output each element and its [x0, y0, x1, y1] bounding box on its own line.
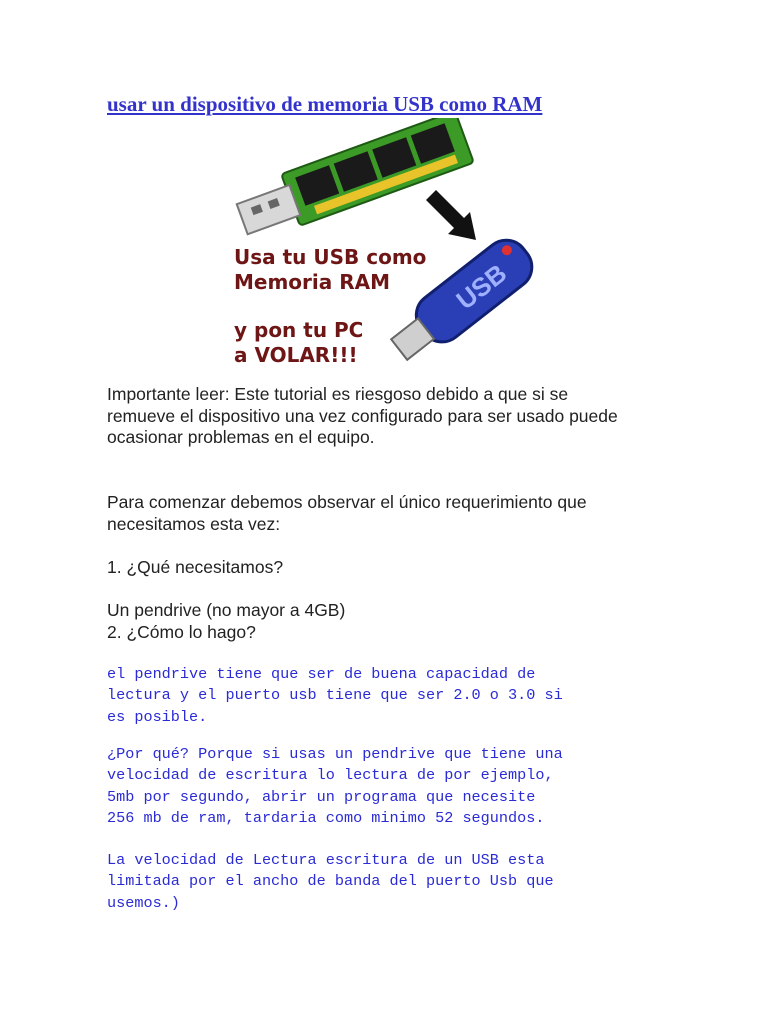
answer-one: Un pendrive (no mayor a 4GB) 2. ¿Cómo lo hago?: [107, 600, 346, 642]
article-title-link[interactable]: usar un dispositivo de memoria USB como RAM: [107, 92, 543, 116]
usb-label: USB: [450, 257, 513, 316]
why-note: ¿Por qué? Porque si usas un pendrive que tiene una velocidad de escritura lo lectura de por ejemplo, 5mb por segundo, abrir un programa que necesite 256 mb de ram, tardaria como minimo 52 segundos.: [107, 745, 563, 827]
arrow-icon: [426, 190, 476, 240]
question-one: 1. ¿Qué necesitamos?: [107, 557, 284, 577]
usb-ram-illustration: [228, 118, 550, 378]
capacity-note: el pendrive tiene que ser de buena capacidad de lectura y el puerto usb tiene que ser 2.0 o 3.0 si es posible.: [107, 665, 563, 726]
limit-note: La velocidad de Lectura escritura de un USB esta limitada por el ancho de banda del puerto Usb que usemos.): [107, 851, 554, 912]
image-caption-line-1: Usa tu USB como: [234, 245, 427, 269]
image-caption-line-2: Memoria RAM: [234, 270, 391, 294]
ram-module: [232, 118, 474, 244]
warning-paragraph: Importante leer: Este tutorial es riesgoso debido a que si se remueve el dispositivo una vez configurado para ser usado puede ocasionar problemas en el equipo.: [107, 384, 618, 447]
intro-paragraph: Para comenzar debemos observar el único requerimiento que necesitamos esta vez:: [107, 492, 587, 534]
image-caption-line-4: a VOLAR!!!: [234, 343, 358, 367]
image-caption-line-3: y pon tu PC: [234, 318, 364, 342]
